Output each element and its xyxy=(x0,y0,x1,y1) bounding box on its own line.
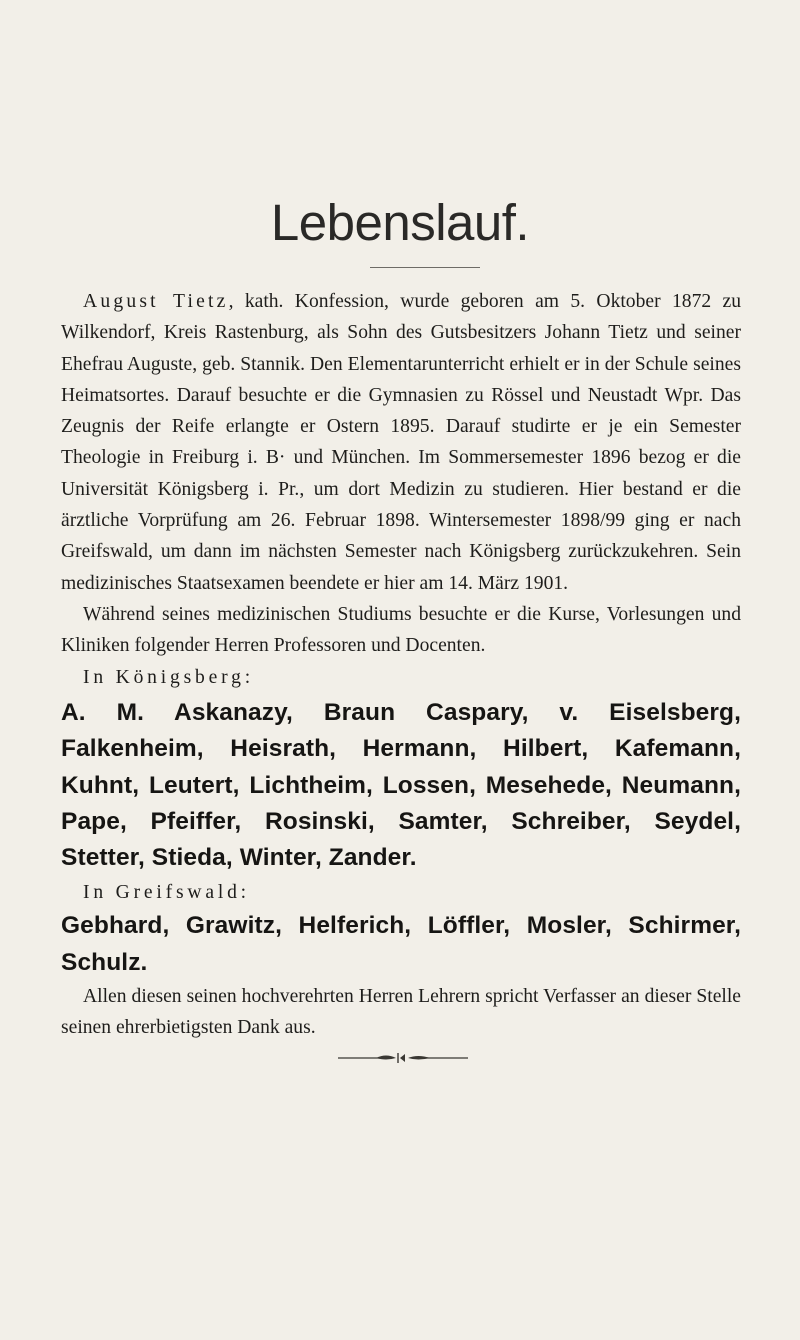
decorative-flourish-icon xyxy=(338,1051,468,1065)
intro-paragraph xyxy=(61,286,741,599)
thanks-paragraph: Allen diesen seinen hochverehrten Herren Lehrern spricht Verfasser an dieser Stelle seinen ehrerbietigsten Dank aus. xyxy=(61,986,741,1039)
author-name: August Tietz xyxy=(83,291,229,312)
greifswald-heading: In Greifswald: xyxy=(83,881,250,903)
page-title: Lebenslauf. xyxy=(270,194,530,251)
biography-text xyxy=(61,286,741,1044)
intro-text: , kath. Konfession, wurde geboren am 5. Oktober 1872 zu Wilkendorf, Kreis Rastenburg, als Sohn des Gutsbesitzers Johann Tietz und seiner Ehefrau Auguste, geb. Stannik. Den Elementarunterricht erhielt er in der Schule seines Heimatsortes. Darauf besuchte er die Gymnasien zu Rössel und Neustadt Wpr. Das Zeugnis der Reife erlangte er Ostern 1895. Darauf studirte er je ein Semester Theologie in Freiburg i. B· und München. Im Sommersemester 1896 bezog er die Universität Königsberg i. Pr., um dort Medizin zu studieren. Hier bestand er die ärztliche Vorprüfung am 26. Februar 1898. Wintersemester 1898/99 ging er nach Greifswald, um dann im nächsten Semester nach Königsberg zurückzukehren. Sein medizinisches Staatsexamen beendete er hier am 14. März 1901. xyxy=(61,291,742,594)
koenigsberg-heading: In Königsberg: xyxy=(83,666,254,688)
title-divider xyxy=(370,267,480,268)
studies-paragraph: Während seines medizinischen Studiums besuchte er die Kurse, Vorlesungen und Kliniken folgender Herren Professoren und Docenten. xyxy=(61,603,741,657)
koenigsberg-professors: A. M. Askanazy, Braun Caspary, v. Eiselsberg, Falkenheim, Heisrath, Hermann, Hilbert, Kafemann, Kuhnt, Leutert, Lichtheim, Lossen, Mesehede, Neumann, Pape, Pfeiffer, Rosinski, Samter, Schreiber, Seydel, Stetter, Stieda, Winter, Zander. xyxy=(61,698,741,872)
greifswald-professors: Gebhard, Grawitz, Helferich, Löffler, Mosler, Schirmer, Schulz. xyxy=(61,912,741,976)
